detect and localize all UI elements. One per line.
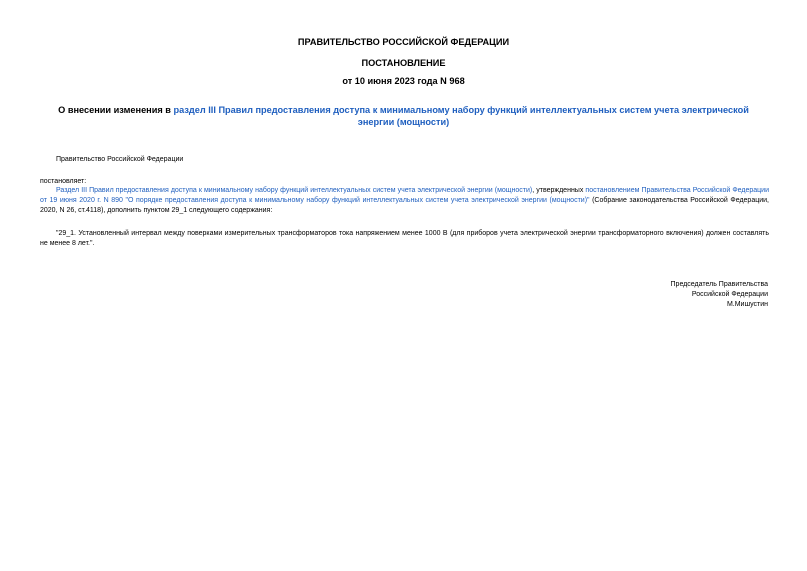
- paragraph-amendment: [40, 186, 769, 216]
- link-section-iii-rules[interactable]: Раздел III Правил предоставления доступа к минимальному набору функций интеллектуальных систем учета электрической энергии (мощности): [56, 187, 533, 194]
- signature-name: М.Мишустин: [726, 301, 768, 308]
- para1-text-approved: , утвержденных: [532, 187, 586, 194]
- document-title: [40, 104, 767, 128]
- document-date-number: от 10 июня 2023 года N 968: [342, 76, 465, 86]
- document-type: ПОСТАНОВЛЕНИЕ: [361, 58, 446, 68]
- link-decree-890[interactable]: постановлением Правительства Российской Федерации от 19 июня 2020 г. N 890 "О порядке предоставления доступа к минимальному набору функций интеллектуальных систем учета электрической энергии (мощности)": [40, 187, 769, 204]
- para1-text-collection: (Собрание законодательства Российской Федерации, 2020, N 26, ст.4118), дополнить пунктом 29_1 следующего содержания:: [40, 197, 769, 214]
- title-prefix: О внесении изменения в: [58, 105, 174, 115]
- paragraph-new-clause: "29_1. Установленный интервал между поверками измерительных трансформаторов тока напряжением менее 1000 В (для приборов учета электрической энергии трансформаторного включения) должен составлять не менее 8 лет.".: [40, 230, 769, 247]
- signature-federation: Российской Федерации: [691, 291, 768, 298]
- government-heading: ПРАВИТЕЛЬСТВО РОССИЙСКОЙ ФЕДЕРАЦИИ: [297, 37, 510, 47]
- government-line: Правительство Российской Федерации: [56, 156, 184, 163]
- signature-block: [671, 280, 768, 310]
- resolves-line: постановляет:: [40, 178, 87, 185]
- signature-position: Председатель Правительства: [670, 281, 768, 288]
- title-link-section-iii[interactable]: раздел III Правил предоставления доступа к минимальному набору функций интеллектуальных систем учета электрической энергии (мощности): [173, 105, 749, 127]
